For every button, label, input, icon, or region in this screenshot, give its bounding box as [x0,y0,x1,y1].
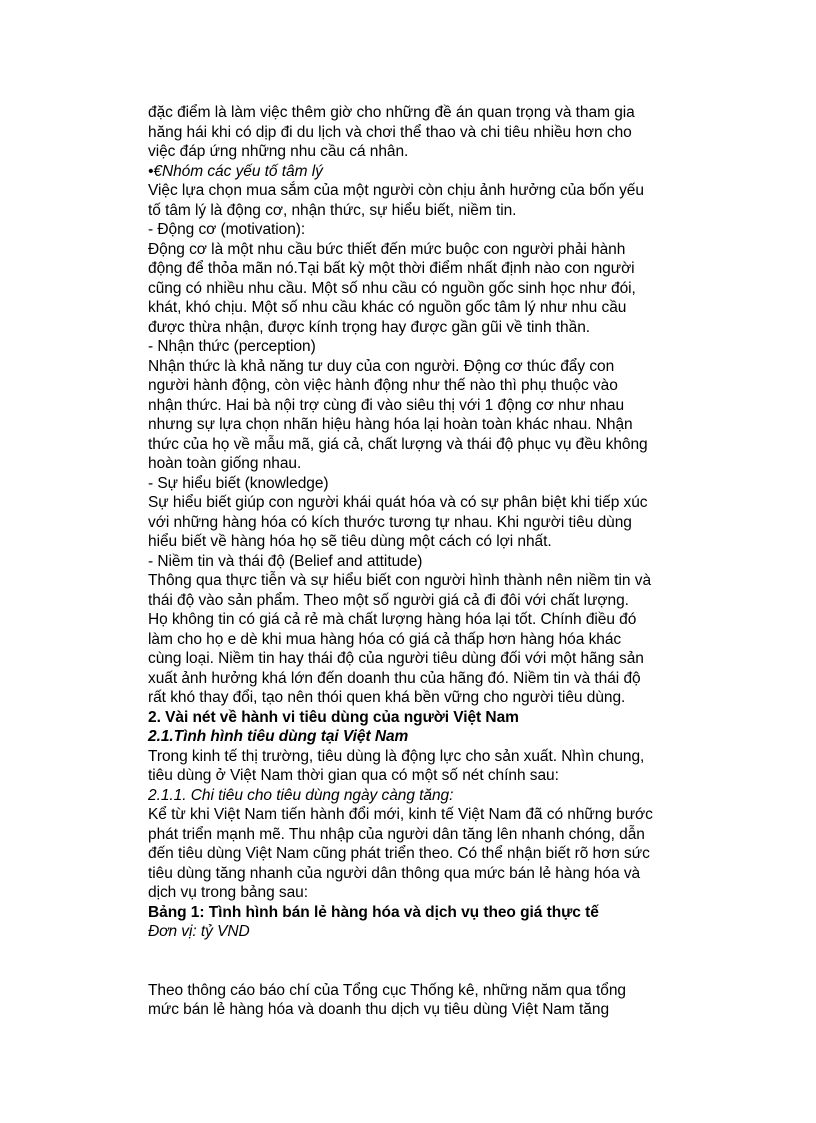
body-text-line: xuất ảnh hưởng khá lớn đến doanh thu của hãng đó. Niềm tin và thái độ [148,669,641,687]
italic-text-line: Đơn vị: tỷ VND [148,923,250,940]
body-text-line: thức của họ về mẫu mã, giá cả, chất lượng và thái độ phục vụ đều không [148,435,648,453]
body-text-line: hiểu biết về hàng hóa họ sẽ tiêu dùng một cách có lợi nhất. [148,533,552,550]
document-page [148,103,688,1020]
body-text-line: - Sự hiểu biết (knowledge) [148,474,329,492]
body-text-line: mức bán lẻ hàng hóa và doanh thu dịch vụ tiêu dùng Việt Nam tăng [148,1001,610,1018]
body-text-line: Việc lựa chọn mua sắm của một người còn chịu ảnh hưởng của bốn yếu [148,182,644,199]
body-text-line: nhưng sự lựa chọn nhãn hiệu hàng hóa lại hoàn toàn khác nhau. Nhận [148,416,633,433]
body-text-line: đặc điểm là làm việc thêm giờ cho những đề án quan trọng và tham gia [148,104,635,121]
body-text-line: - Niềm tin và thái độ (Belief and attitude) [148,552,423,570]
body-text-line: cũng có nhiều nhu cầu. Một số nhu cầu có nguồn gốc sinh học như đói, [148,279,636,297]
body-text-line: làm cho họ e dè khi mua hàng hóa có giá cả thấp hơn hàng hóa khác [148,630,622,648]
italic-text-line: 2.1.1. Chi tiêu cho tiêu dùng ngày càng tăng: [148,786,454,804]
body-text-line: Họ không tin có giá cả rẻ mà chất lượng hàng hóa lại tốt. Chính điều đó [148,611,637,628]
body-text-line: Thông qua thực tiễn và sự hiểu biết con người hình thành nên niềm tin và [148,572,652,589]
body-text-line: nhận thức. Hai bà nội trợ cùng đi vào siêu thị với 1 động cơ như nhau [148,396,625,414]
body-text-line: Sự hiểu biết giúp con người khái quát hóa và có sự phân biệt khi tiếp xúc [148,494,648,511]
body-text-line: Kể từ khi Việt Nam tiến hành đổi mới, kinh tế Việt Nam đã có những bước [148,806,653,823]
body-text-line: rất khó thay đổi, tạo nên thói quen khá bền vững cho người tiêu dùng. [148,689,626,706]
body-text-line: hoàn toàn giống nhau. [148,455,302,472]
body-text-line: việc đáp ứng những nhu cầu cá nhân. [148,143,409,160]
italic-text-line: •€Nhóm các yếu tố tâm lý [148,162,323,180]
body-text-line: Trong kinh tế thị trường, tiêu dùng là động lực cho sản xuất. Nhìn chung, [148,747,645,765]
body-text-line: tiêu dùng ở Việt Nam thời gian qua có một số nét chính sau: [148,767,559,784]
body-text-line: - Nhận thức (perception) [148,338,316,355]
body-text-line: - Động cơ (motivation): [148,221,306,238]
body-text-line: đến tiêu dùng Việt Nam cũng phát triển theo. Có thể nhận biết rõ hơn sức [148,845,650,862]
body-text-line: khát, khó chịu. Một số nhu cầu khác có nguồn gốc tâm lý như nhu cầu [148,299,627,316]
body-text-line: cùng loại. Niềm tin hay thái độ của người tiêu dùng đối với một hãng sản [148,650,644,667]
body-text-line: người hành động, còn việc hành động như thế nào thì phụ thuộc vào [148,377,618,394]
subheading-line: 2.1.Tình hình tiêu dùng tại Việt Nam [148,728,409,745]
body-text-line: thái độ vào sản phẩm. Theo một số người giá cả đi đôi với chất lượng. [148,591,629,609]
body-text-line: tiêu dùng tăng nhanh của người dân thông qua mức bán lẻ hàng hóa và [148,864,641,882]
body-text-line: Nhận thức là khả năng tư duy của con người. Động cơ thúc đẩy con [148,357,615,375]
body-text-line: dịch vụ trong bảng sau: [148,884,308,901]
body-text-line: với những hàng hóa có kích thước tương tự nhau. Khi người tiêu dùng [148,513,632,531]
body-text-line: hăng hái khi có dịp đi du lịch và chơi thể thao và chi tiêu nhiều hơn cho [148,123,632,141]
heading-line: 2. Vài nét về hành vi tiêu dùng của người Việt Nam [148,708,519,726]
body-text-line: Động cơ là một nhu cầu bức thiết đến mức buộc con người phải hành [148,240,626,258]
body-text-line: được thừa nhận, được kính trọng hay được gần gũi về tinh thần. [148,318,591,336]
body-text-line: động để thỏa mãn nó.Tại bất kỳ một thời điểm nhất định nào con người [148,260,635,277]
blank-space [148,942,688,981]
body-text-line: phát triển mạnh mẽ. Thu nhập của người dân tăng lên nhanh chóng, dẫn [148,825,645,843]
body-text-line: tố tâm lý là động cơ, nhận thức, sự hiểu biết, niềm tin. [148,201,517,219]
heading-line: Bảng 1: Tình hình bán lẻ hàng hóa và dịch vụ theo giá thực tế [148,903,599,921]
body-text-line: Theo thông cáo báo chí của Tổng cục Thống kê, những năm qua tổng [148,981,626,999]
